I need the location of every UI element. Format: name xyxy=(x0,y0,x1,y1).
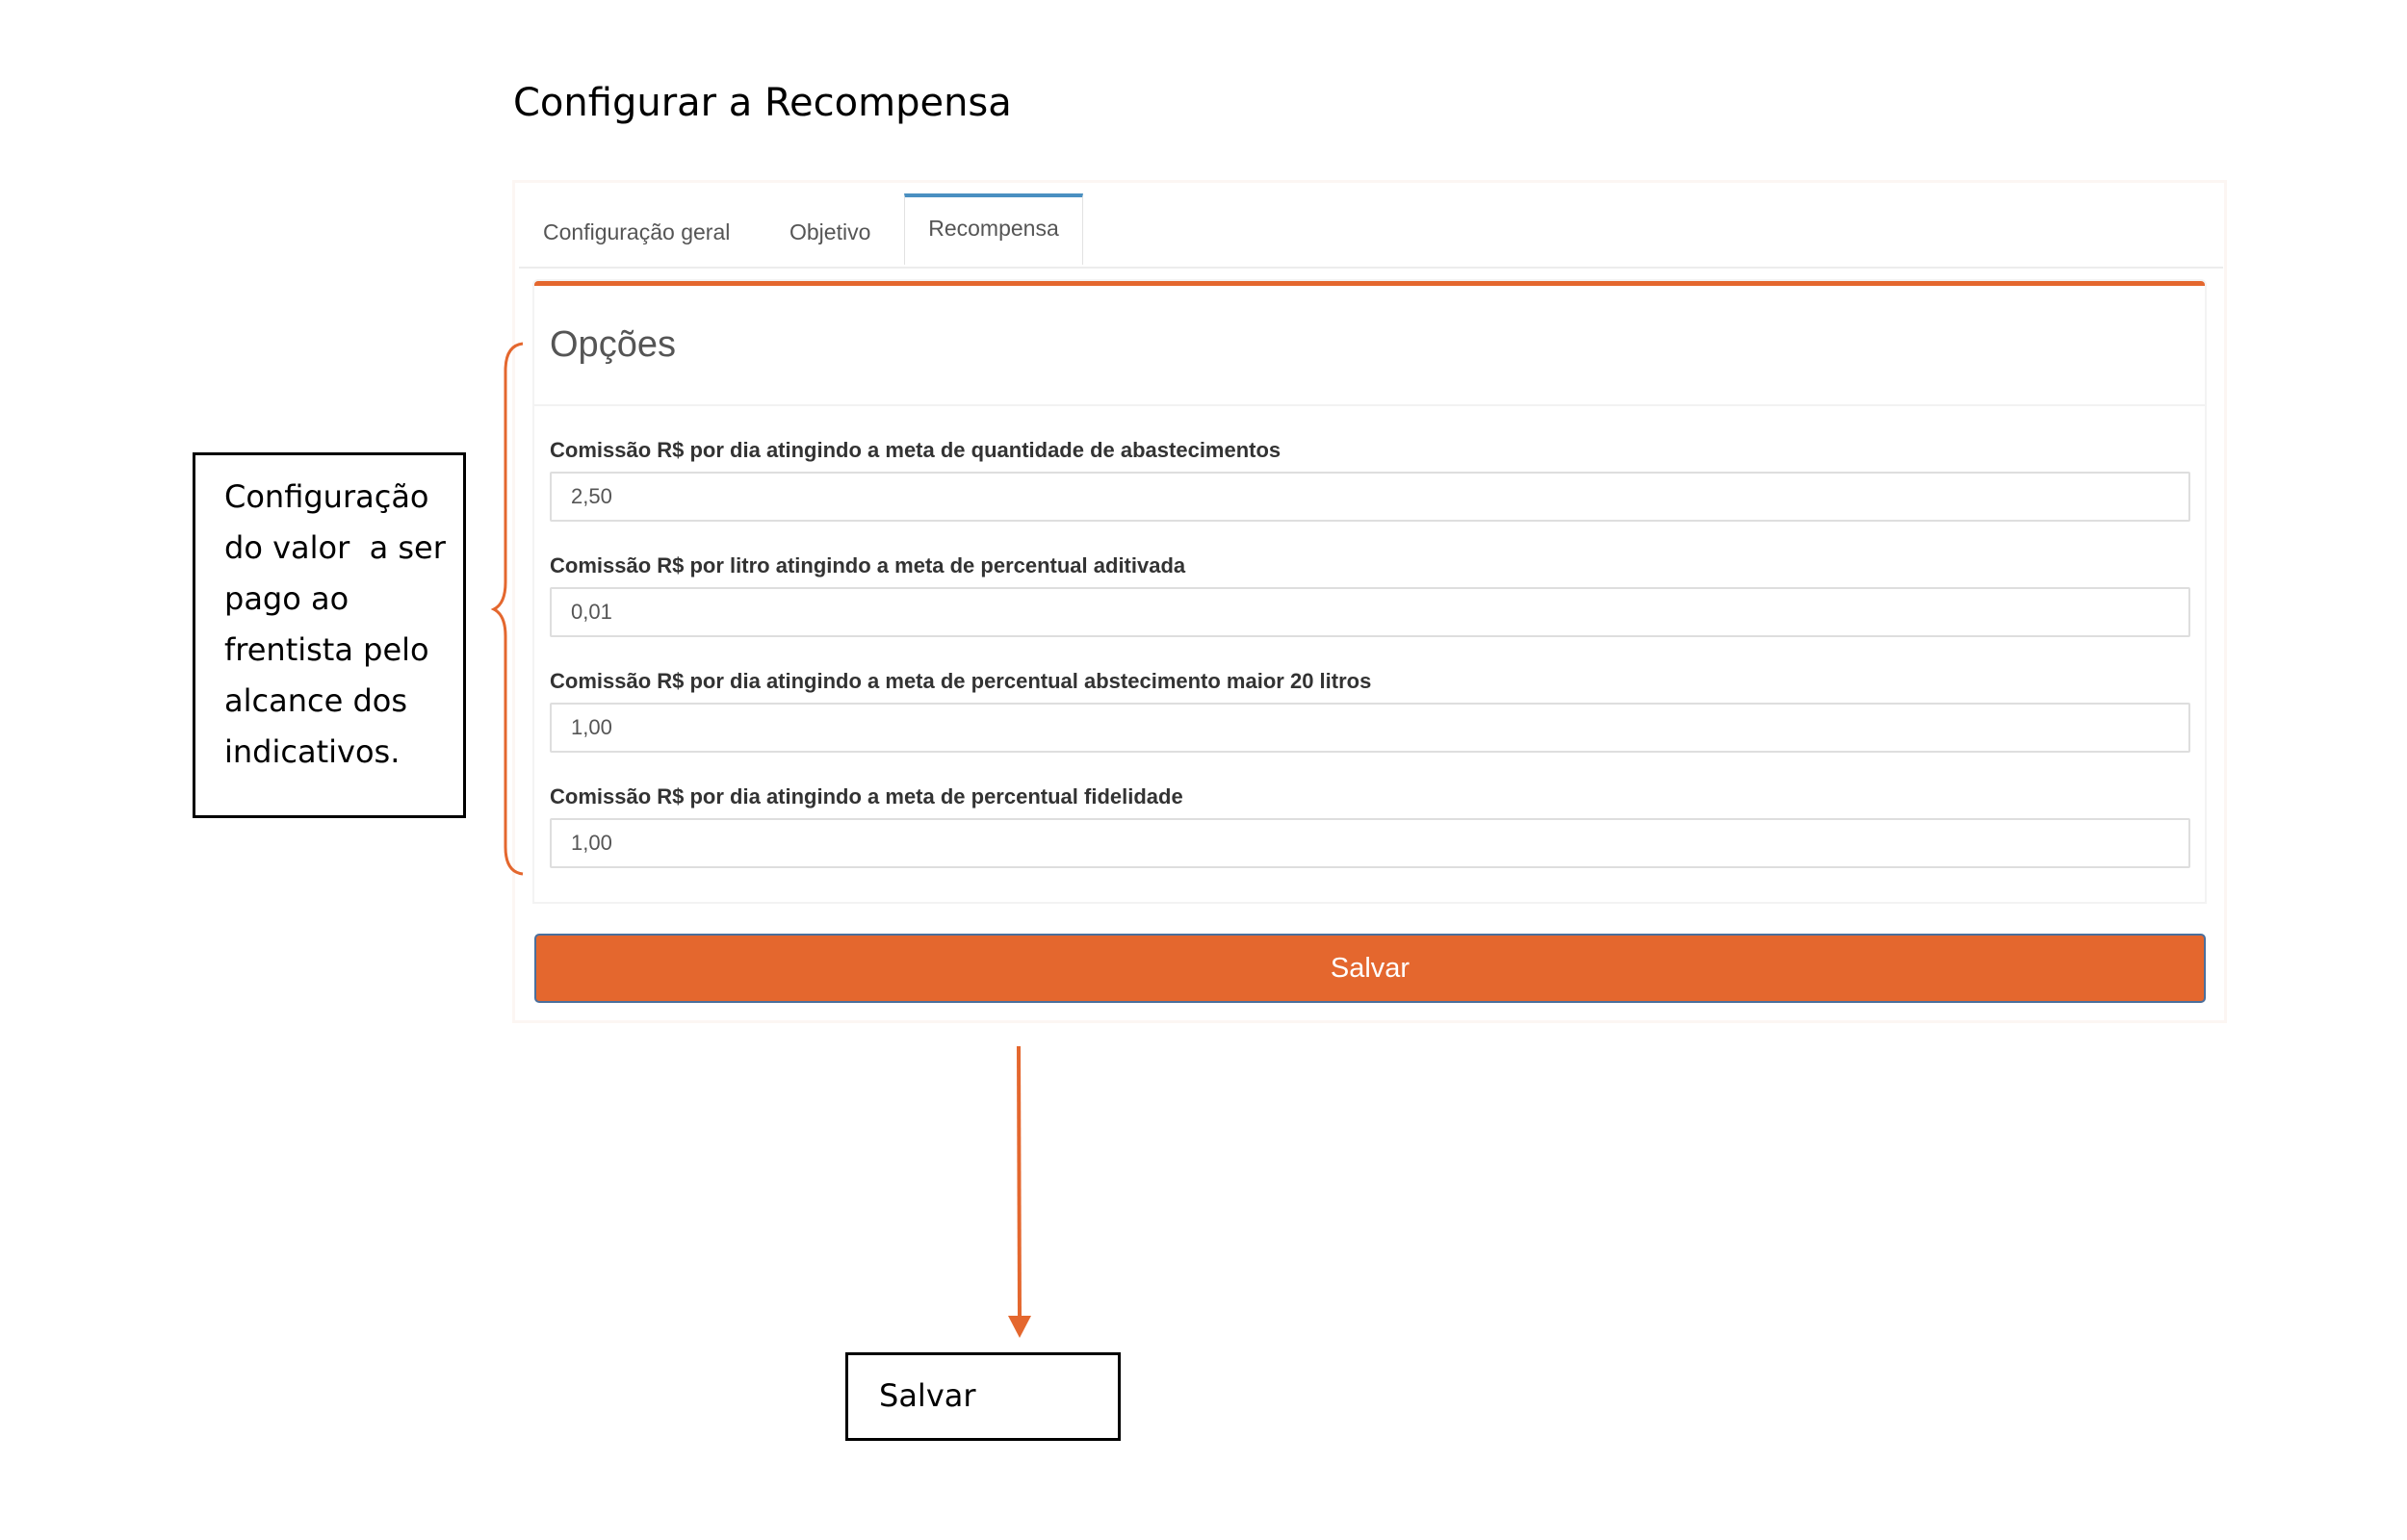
callout-line: frentista pelo xyxy=(224,631,429,668)
options-card xyxy=(534,281,2205,902)
callout-line: Configuração xyxy=(224,478,429,515)
field-label-fueling-count: Comissão R$ por dia atingindo a meta de quantidade de abastecimentos xyxy=(550,438,1281,462)
options-callout xyxy=(193,452,466,818)
save-button[interactable]: Salvar xyxy=(534,934,2206,1003)
tab-bar xyxy=(519,197,2223,269)
callout-line: do valor a ser xyxy=(224,529,446,566)
callout-line: pago ao xyxy=(224,580,349,617)
field-label-loyalty: Comissão R$ por dia atingindo a meta de percentual fidelidade xyxy=(550,784,1183,808)
field-label-additive: Comissão R$ por litro atingindo a meta de percentual aditivada xyxy=(550,553,1186,578)
tab-general-config[interactable]: Configuração geral xyxy=(543,219,731,244)
options-divider xyxy=(534,404,2205,406)
arrow-down-icon xyxy=(1001,1044,1040,1343)
field-label-over-20-liters: Comissão R$ por dia atingindo a meta de percentual abstecimento maior 20 litros xyxy=(550,669,1372,693)
tab-reward[interactable]: Recompensa xyxy=(904,193,1083,265)
loyalty-commission-input[interactable] xyxy=(550,818,2190,868)
fueling-count-commission-input[interactable] xyxy=(550,472,2190,522)
page-title: Configurar a Recompensa xyxy=(513,81,1012,125)
additive-commission-input[interactable] xyxy=(550,587,2190,637)
brace-annotation xyxy=(486,342,525,876)
callout-line: alcance dos xyxy=(224,682,407,719)
options-title: Opções xyxy=(550,324,676,365)
callout-line: indicativos. xyxy=(224,733,401,770)
over-20-liters-commission-input[interactable] xyxy=(550,703,2190,753)
save-callout: Salvar xyxy=(845,1352,1121,1441)
tab-objective[interactable]: Objetivo xyxy=(789,219,871,244)
reward-config-panel xyxy=(515,183,2224,1020)
